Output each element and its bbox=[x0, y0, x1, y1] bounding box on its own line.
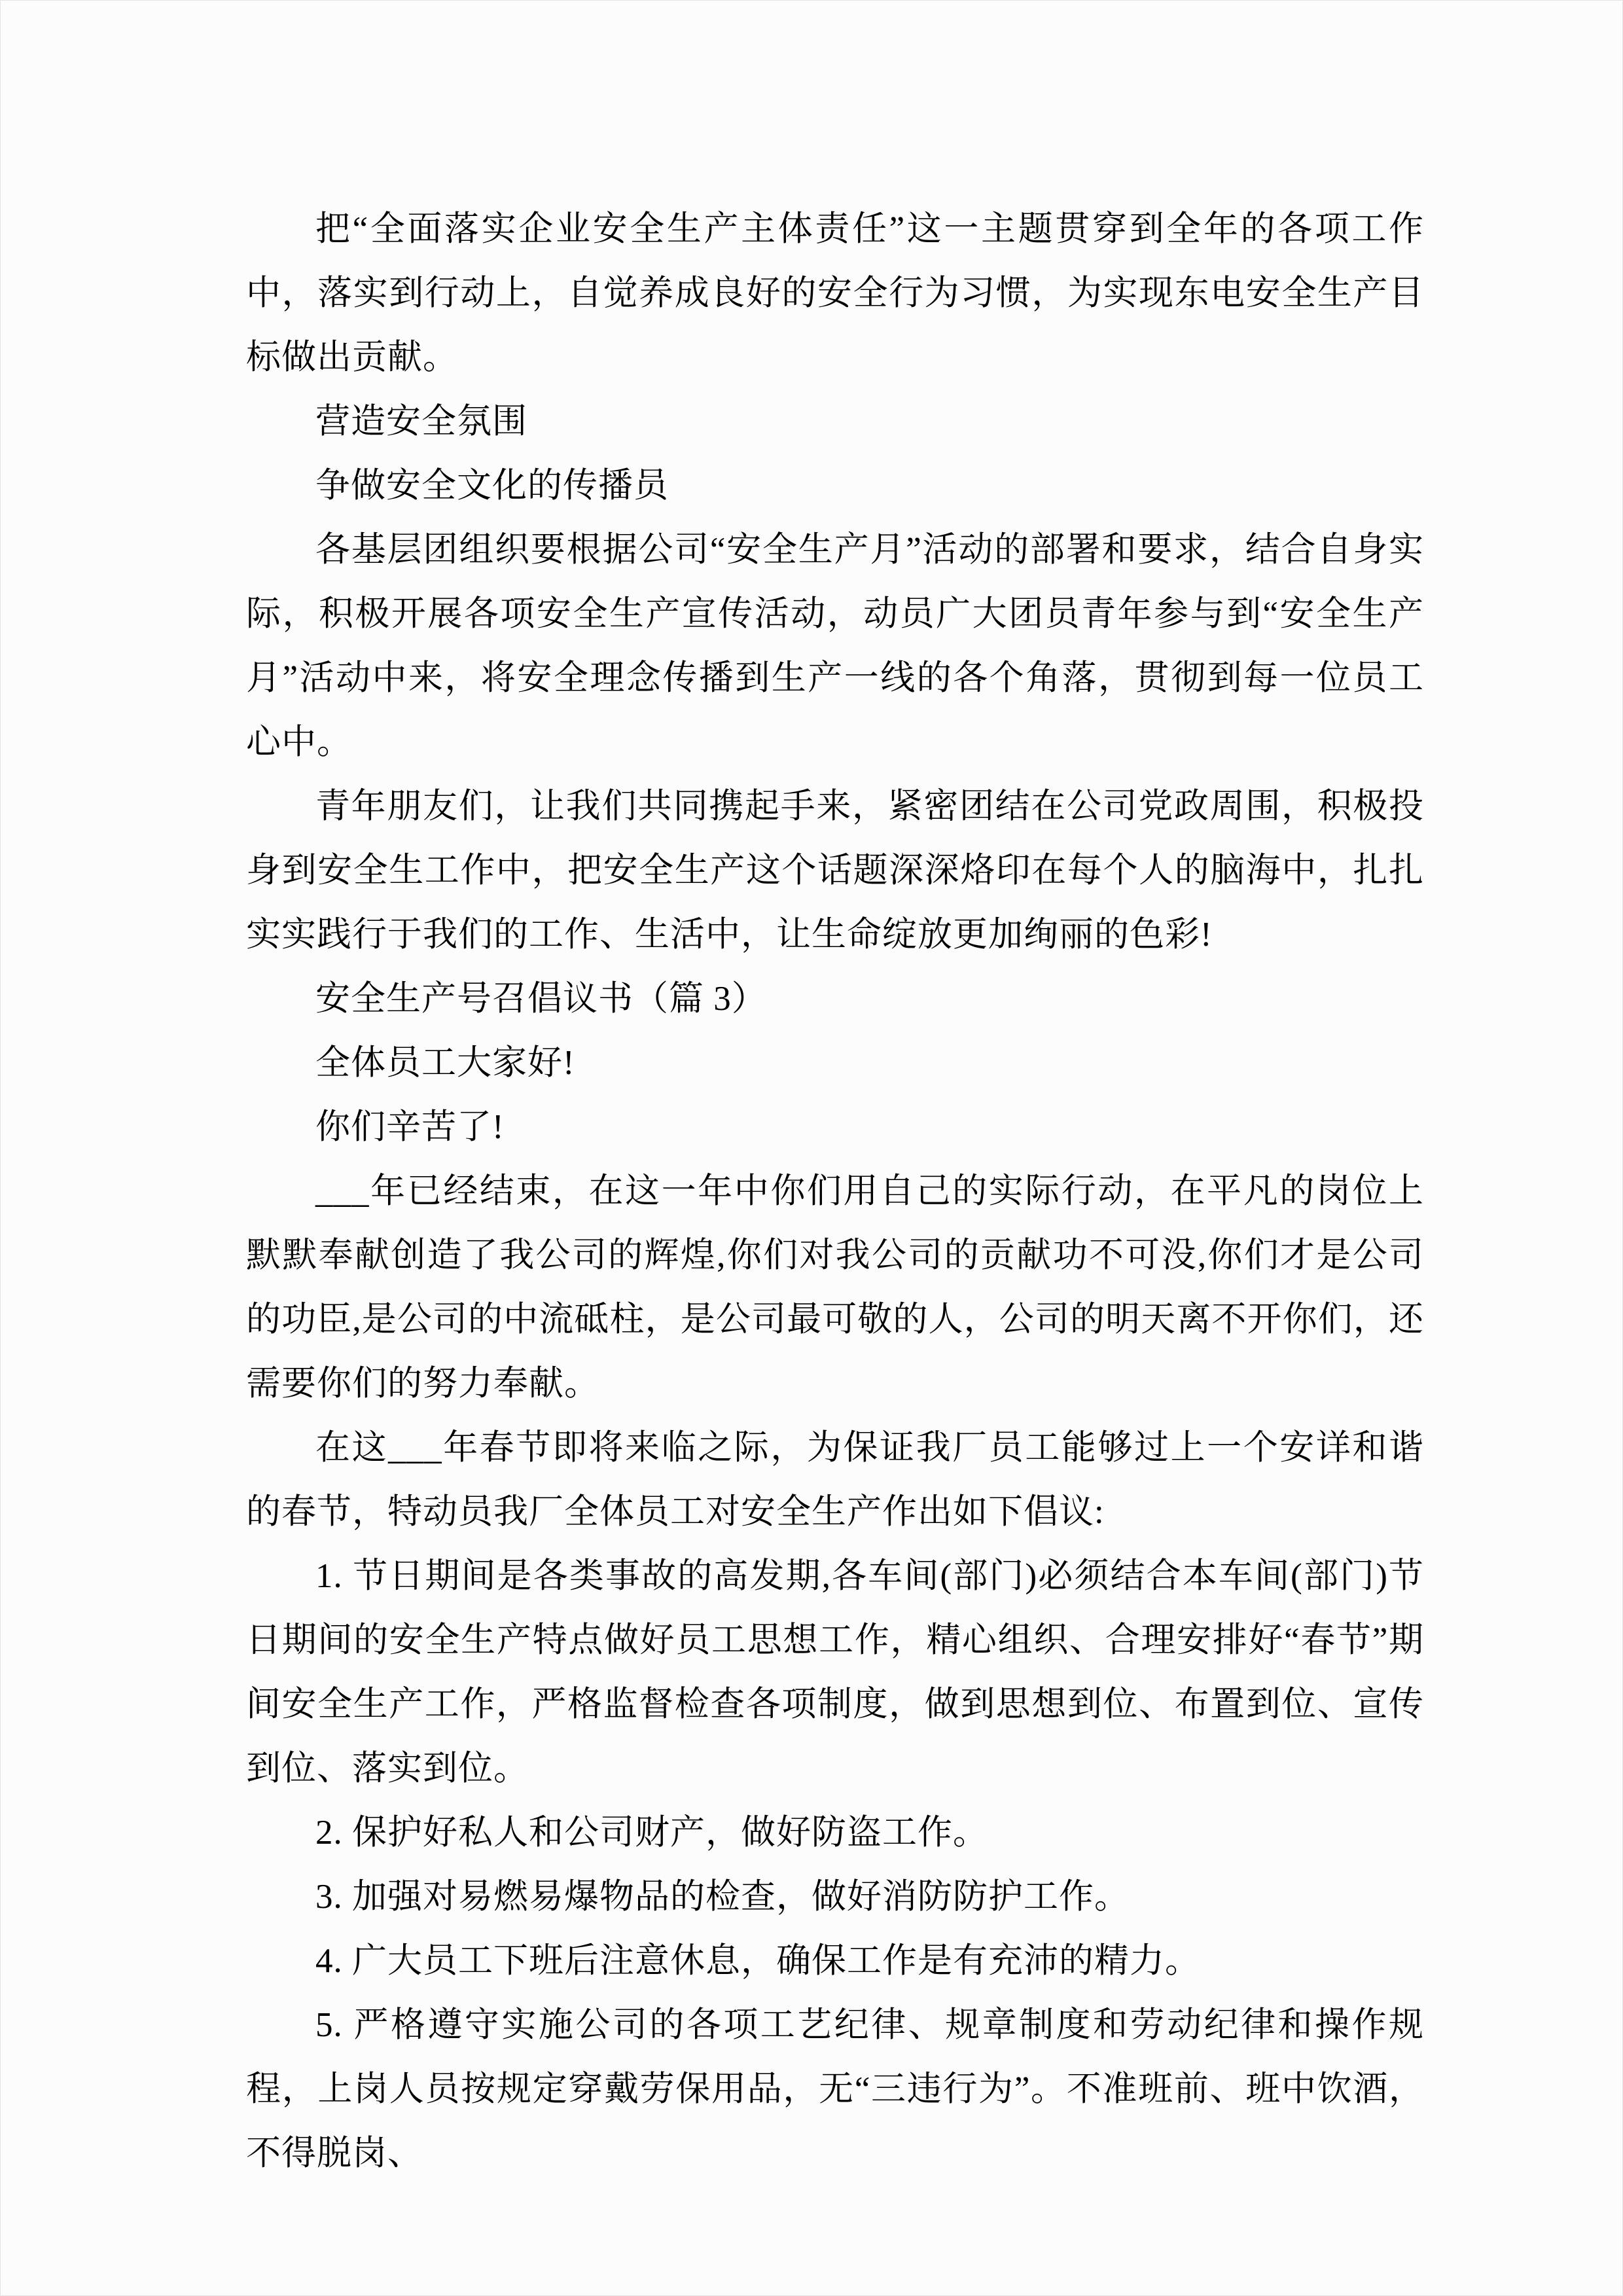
paragraph-salutation: 全体员工大家好! bbox=[315, 1044, 575, 1082]
paragraph: ___年已经结束，在这一年中你们用自己的实际行动，在平凡的岗位上默默奉献创造了我公司的辉煌,你们对我公司的贡献功不可没,你们才是公司的功臣,是公司的中流砥柱，是公司最可敬的人，公司的明天离不开你们，还需要你们的努力奉献。 bbox=[246, 1172, 1424, 1403]
paragraph: 把“全面落实企业安全生产主体责任”这一主题贯穿到全年的各项工作中，落实到行动上，自觉养成良好的安全行为习惯，为实现东电安全生产目标做出贡献。 bbox=[246, 210, 1424, 376]
paragraph-list-item-3: 3. 加强对易燃易爆物品的检查，做好消防防护工作。 bbox=[315, 1878, 1130, 1916]
paragraph: 各基层团组织要根据公司“安全生产月”活动的部署和要求，结合自身实际，积极开展各项安全生产宣传活动，动员广大团员青年参与到“安全生产月”活动中来，将安全理念传播到生产一线的各个角落，贯彻到每一位员工心中。 bbox=[246, 531, 1424, 761]
paragraph-section-title: 安全生产号召倡议书（篇 3） bbox=[315, 980, 767, 1018]
paragraph: 营造安全氛围 bbox=[315, 403, 527, 440]
paragraph: 争做安全文化的传播员 bbox=[315, 467, 669, 505]
document-body bbox=[246, 197, 1424, 2185]
paragraph: 在这___年春节即将来临之际，为保证我厂员工能够过上一个安详和谐的春节，特动员我厂全体员工对安全生产作出如下倡议: bbox=[246, 1429, 1424, 1531]
paragraph-list-item-1: 1. 节日期间是各类事故的高发期,各车间(部门)必须结合本车间(部门)节日期间的安全生产特点做好员工思想工作，精心组织、合理安排好“春节”期间安全生产工作，严格监督检查各项制度，做到思想到位、布置到位、宣传到位、落实到位。 bbox=[246, 1557, 1424, 1787]
paragraph: 青年朋友们，让我们共同携起手来，紧密团结在公司党政周围，积极投身到安全生工作中，把安全生产这个话题深深烙印在每个人的脑海中，扎扎实实践行于我们的工作、生活中，让生命绽放更加绚丽的色彩! bbox=[246, 787, 1424, 954]
paragraph-salutation: 你们辛苦了! bbox=[315, 1108, 505, 1146]
paragraph-list-item-2: 2. 保护好私人和公司财产，做好防盗工作。 bbox=[315, 1814, 988, 1852]
paragraph-list-item-4: 4. 广大员工下班后注意休息，确保工作是有充沛的精力。 bbox=[315, 1942, 1200, 1980]
paragraph-list-item-5: 5. 严格遵守实施公司的各项工艺纪律、规章制度和劳动纪律和操作规程，上岗人员按规定穿戴劳保用品，无“三违行为”。不准班前、班中饮酒，不得脱岗、 bbox=[246, 2006, 1424, 2172]
